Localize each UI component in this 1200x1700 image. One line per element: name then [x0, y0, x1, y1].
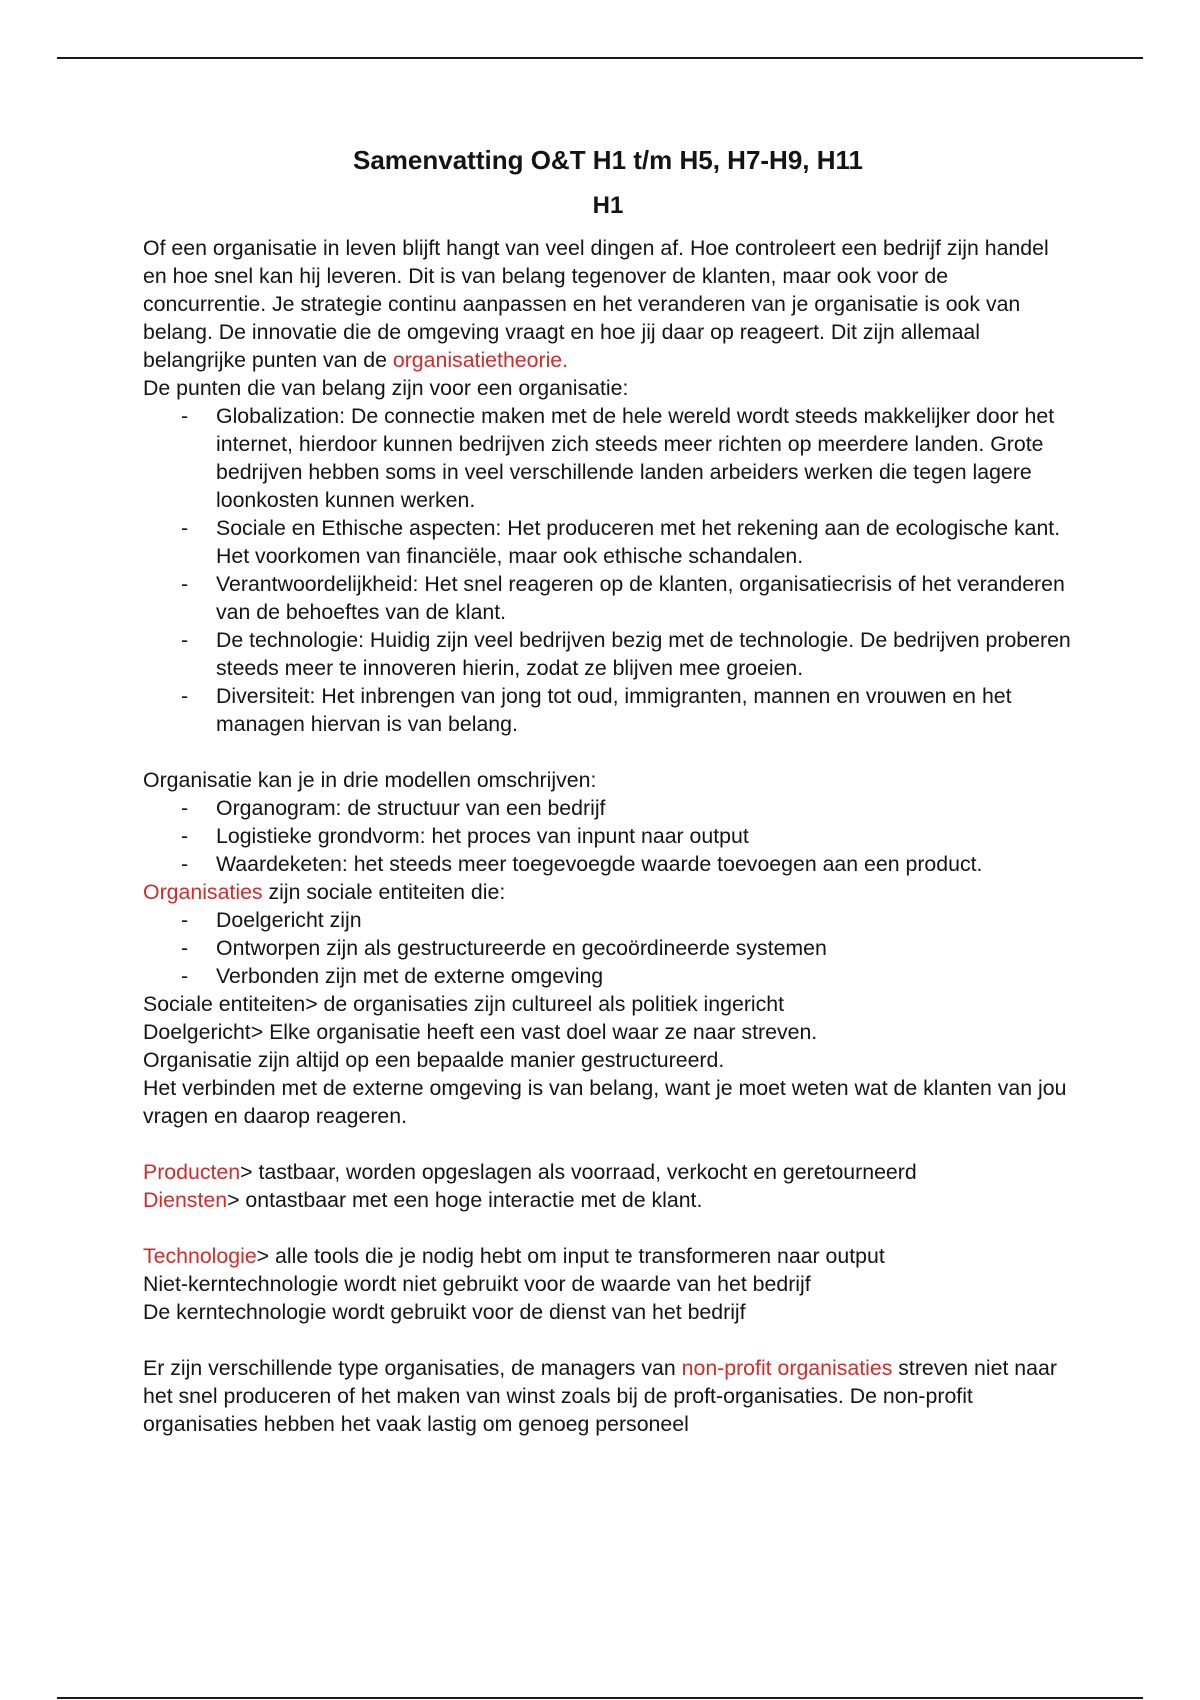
nonprofit-paragraph — [143, 1354, 1073, 1438]
intro-text: Of een organisatie in leven blijft hangt van veel dingen af. Hoe controleert een bedrijf zijn handel en hoe snel kan hij leveren. Dit is van belang tegenover de klanten, maar ook voor de concurrentie. Je strategie continu aanpassen en het veranderen van je organisatie is ook van belang. De innovatie die de omgeving vraagt en hoe jij daar op reageert. Dit zijn allemaal belangrijke punten van de — [143, 236, 1049, 372]
term-technologie: Technologie — [143, 1244, 257, 1268]
intro-paragraph — [143, 234, 1073, 374]
list-item: - Globalization: De connectie maken met de hele wereld wordt steeds makkelijker door het internet, hierdoor kunnen bedrijven zich steeds meer richten op meerdere landen. Grote bedrijven hebben soms in veel verschillende landen arbeiders werken die tegen lagere loonkosten kunnen werken. — [143, 402, 1073, 514]
products-line — [143, 1158, 1073, 1186]
term-producten: Producten — [143, 1160, 241, 1184]
spacer — [143, 1214, 1073, 1242]
spacer — [143, 1326, 1073, 1354]
list-item: - Ontworpen zijn als gestructureerde en gecoördineerde systemen — [143, 934, 1073, 962]
list-item: - Waardeketen: het steeds meer toegevoegde waarde toevoegen aan een product. — [143, 850, 1073, 878]
list-item: - De technologie: Huidig zijn veel bedrijven bezig met de technologie. De bedrijven proberen steeds meer te innoveren hierin, zodat ze blijven mee groeien. — [143, 626, 1073, 682]
definition-text: zijn sociale entiteiten die: — [262, 880, 506, 904]
products-text: > tastbaar, worden opgeslagen als voorraad, verkocht en geretourneerd — [240, 1160, 917, 1184]
organisaties-list — [143, 906, 1073, 990]
header-rule — [57, 57, 1143, 59]
points-intro: De punten die van belang zijn voor een organisatie: — [143, 376, 629, 400]
technology-text: > alle tools die je nodig hebt om input te transformeren naar output — [256, 1244, 885, 1268]
tech-line: De kerntechnologie wordt gebruikt voor de dienst van het bedrijf — [143, 1300, 746, 1324]
tech-line: Niet-kerntechnologie wordt niet gebruikt voor de waarde van het bedrijf — [143, 1272, 811, 1296]
chapter-heading: H1 — [592, 192, 624, 219]
footer-rule — [57, 1697, 1143, 1699]
list-item: - Logistieke grondvorm: het proces van inpunt naar output — [143, 822, 1073, 850]
list-item: - Sociale en Ethische aspecten: Het produceren met het rekening aan de ecologische kant. Het voorkomen van financiële, maar ook ethische schandalen. — [143, 514, 1073, 570]
list-item: - Verantwoordelijkheid: Het snel reageren op de klanten, organisatiecrisis of het veranderen van de behoeftes van de klant. — [143, 570, 1073, 626]
term-organisaties: Organisaties — [143, 880, 263, 904]
points-list — [143, 402, 1073, 738]
document-page — [143, 142, 1073, 1438]
list-item: - Verbonden zijn met de externe omgeving — [143, 962, 1073, 990]
explanation-line: Organisatie zijn altijd op een bepaalde manier gestructureerd. — [143, 1048, 725, 1072]
nonprofit-after: streven niet naar het snel produceren of het maken van winst zoals bij de proft-organisaties. De non-profit organisaties hebben het vaak lastig om genoeg personeel — [143, 1356, 1057, 1436]
term-non-profit: non-profit organisaties — [681, 1356, 893, 1380]
list-item: - Doelgericht zijn — [143, 906, 1073, 934]
explanation-line: Doelgericht> Elke organisatie heeft een vast doel waar ze naar streven. — [143, 1020, 818, 1044]
models-intro: Organisatie kan je in drie modellen omschrijven: — [143, 768, 597, 792]
spacer — [143, 1130, 1073, 1158]
list-item: - Diversiteit: Het inbrengen van jong tot oud, immigranten, mannen en vrouwen en het managen hiervan is van belang. — [143, 682, 1073, 738]
explanation-line: Het verbinden met de externe omgeving is van belang, want je moet weten wat de klanten van jou vragen en daarop reageren. — [143, 1076, 1067, 1128]
services-text: > ontastbaar met een hoge interactie met de klant. — [227, 1188, 703, 1212]
term-diensten: Diensten — [143, 1188, 228, 1212]
services-line — [143, 1186, 1073, 1214]
models-list — [143, 794, 1073, 878]
document-title: Samenvatting O&T H1 t/m H5, H7-H9, H11 — [352, 145, 864, 175]
explanation-line: Sociale entiteiten> de organisaties zijn cultureel als politiek ingericht — [143, 992, 785, 1016]
organisaties-definition — [143, 878, 1073, 906]
spacer — [143, 738, 1073, 766]
list-item: - Organogram: de structuur van een bedrijf — [143, 794, 1073, 822]
technology-line — [143, 1242, 1073, 1270]
nonprofit-before: Er zijn verschillende type organisaties, de managers van — [143, 1356, 682, 1380]
term-organisatietheorie: organisatietheorie. — [392, 348, 569, 372]
